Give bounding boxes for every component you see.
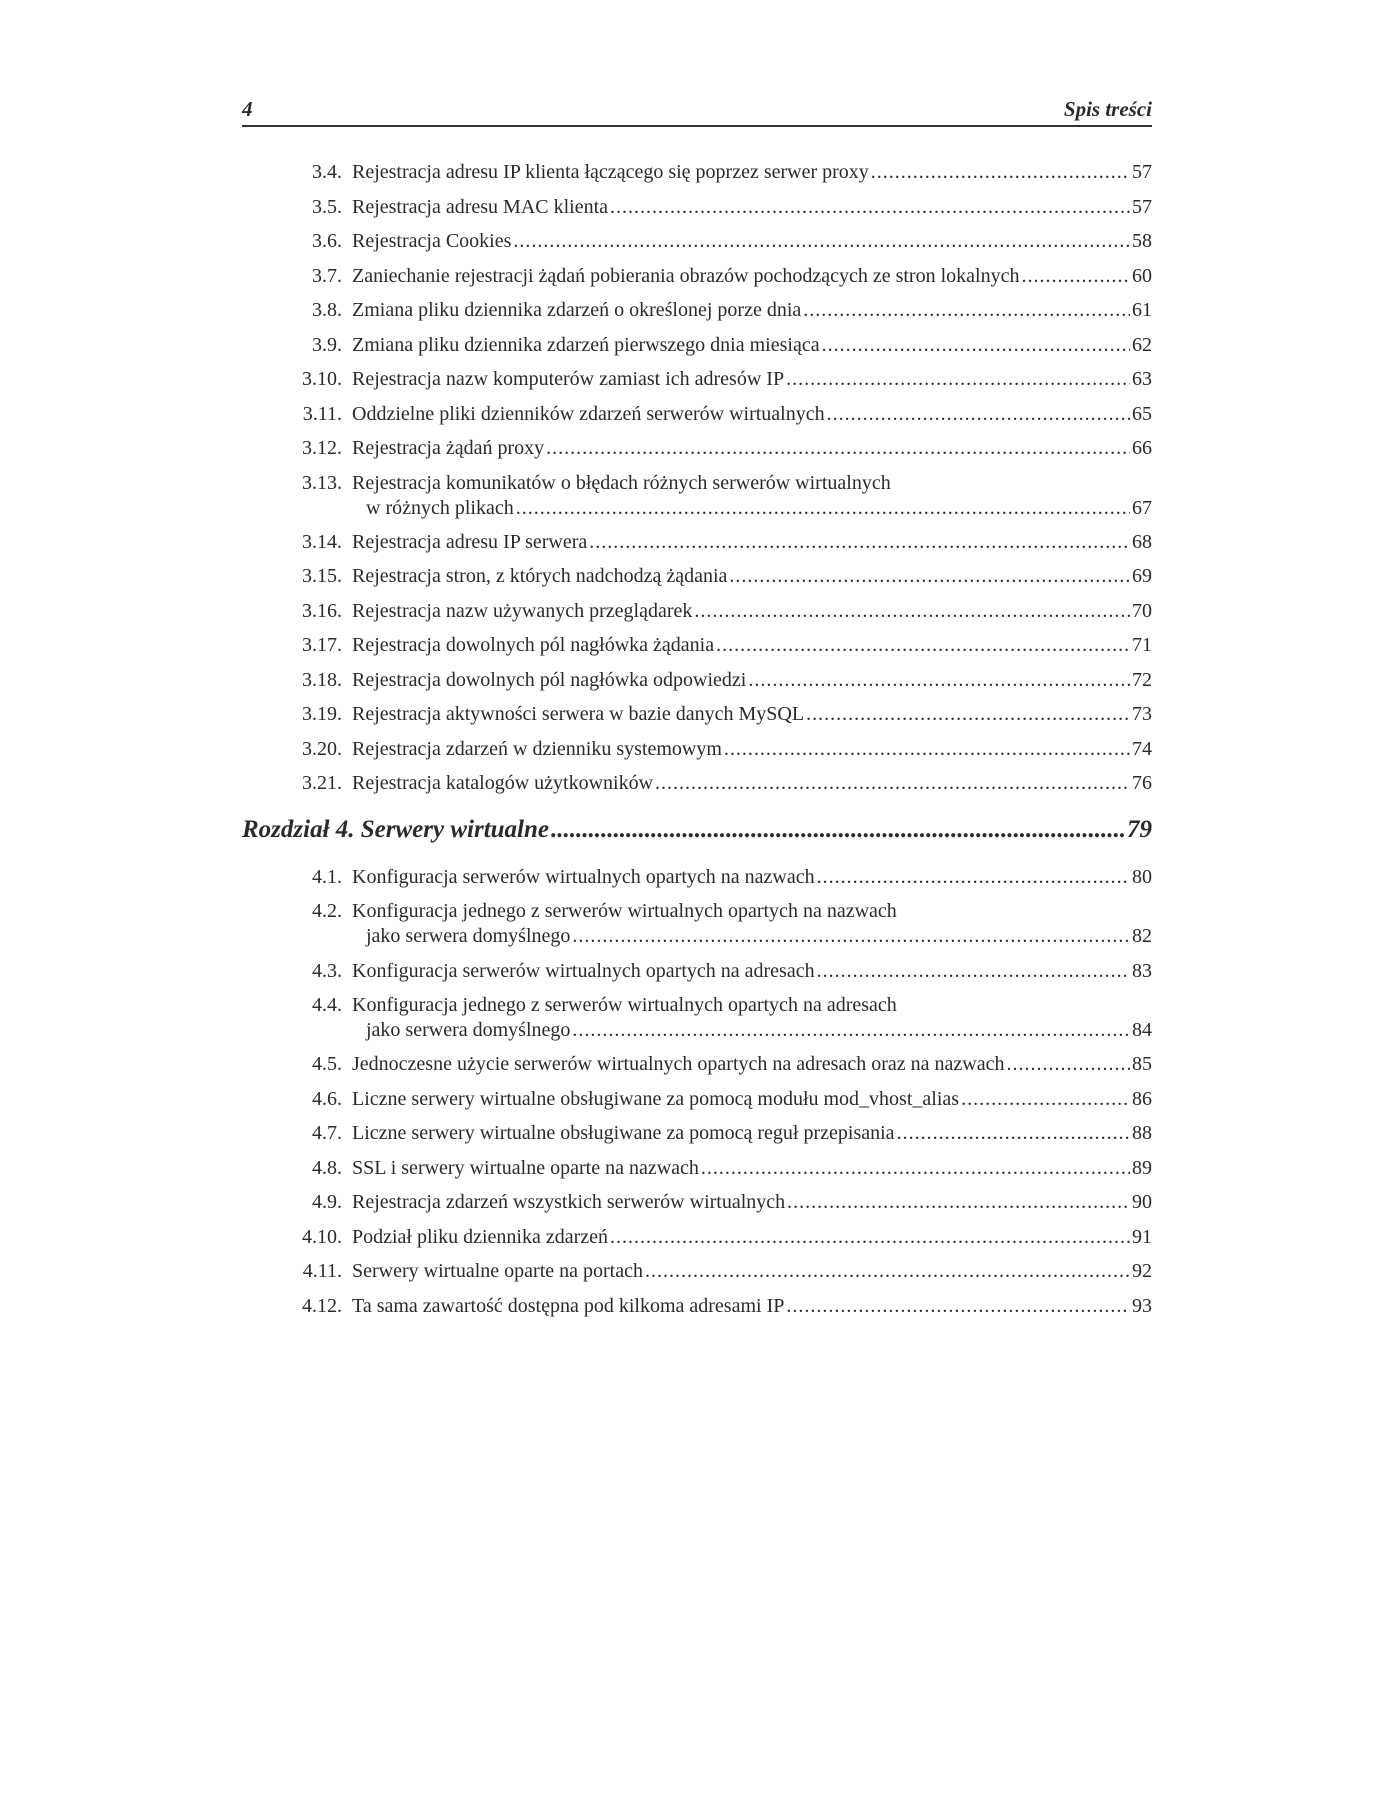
entry-number: 3.15.: [302, 565, 342, 588]
entry-body: [352, 664, 1152, 693]
leader-dots: [546, 436, 1130, 461]
entry-body: [352, 1152, 1152, 1181]
toc-entry[interactable]: [242, 191, 1152, 226]
entry-page: 60: [1132, 264, 1152, 287]
entry-number: 4.2.: [312, 900, 342, 923]
entry-body: [352, 329, 1152, 358]
entry-body: [352, 1048, 1152, 1077]
entry-number: 3.13.: [302, 471, 342, 494]
entry-body: [352, 191, 1152, 220]
entry-title: Rejestracja katalogów użytkowników: [352, 772, 654, 795]
entry-body: [352, 156, 1152, 185]
entry-body: [352, 560, 1152, 589]
leader-dots: [551, 816, 1125, 844]
leader-dots: [822, 333, 1130, 358]
entry-page: 61: [1132, 299, 1152, 321]
toc-entry[interactable]: [242, 595, 1152, 630]
entry-number: 3.16.: [302, 599, 342, 622]
entry-number: 4.1.: [312, 865, 342, 888]
entry-page: 73: [1132, 703, 1152, 726]
entry-page: 82: [1132, 925, 1152, 948]
entry-page: 58: [1132, 230, 1152, 252]
entry-page: 67: [1132, 496, 1152, 519]
entry-page: 57: [1132, 195, 1152, 218]
entry-page: 63: [1132, 368, 1152, 390]
entry-title: Rejestracja adresu MAC klienta: [352, 195, 609, 218]
toc-entry[interactable]: [242, 664, 1152, 699]
entry-page: 76: [1132, 772, 1152, 795]
toc-entry[interactable]: [242, 1290, 1152, 1325]
toc-entry[interactable]: [242, 398, 1152, 433]
entry-page: 66: [1132, 437, 1152, 459]
toc-entry[interactable]: [242, 767, 1152, 802]
entry-title: Konfiguracja serwerów wirtualnych opartych na nazwach: [352, 865, 815, 888]
entry-title: Podział pliku dziennika zdarzeń: [352, 1225, 609, 1248]
entry-number: 4.11.: [302, 1260, 342, 1283]
entry-number: 4.9.: [312, 1191, 342, 1214]
entry-body: [352, 467, 1152, 521]
leader-dots: [817, 959, 1130, 984]
entry-body: [352, 629, 1152, 658]
leader-dots: [513, 229, 1130, 254]
running-title: Spis treści: [1063, 97, 1152, 121]
leader-dots: [701, 1156, 1130, 1181]
entry-page: 71: [1132, 634, 1152, 657]
entry-body: [352, 955, 1152, 984]
entry-number: 3.9.: [312, 333, 342, 356]
toc-entry[interactable]: [242, 955, 1152, 990]
leader-dots: [610, 195, 1130, 220]
entry-number: 3.17.: [302, 634, 342, 657]
entry-body: [352, 1290, 1152, 1319]
entry-title: Rejestracja aktywności serwera w bazie danych MySQL: [352, 703, 805, 726]
entry-number: 3.5.: [312, 195, 342, 218]
leader-dots: [786, 367, 1130, 392]
entry-title: Zmiana pliku dziennika zdarzeń o określonej porze dnia: [352, 299, 802, 321]
entry-number: 3.10.: [302, 368, 342, 390]
chapter-title: Rozdział 4. Serwery wirtualne: [242, 815, 549, 843]
entry-title: Jednoczesne użycie serwerów wirtualnych opartych na adresach oraz na nazwach: [352, 1053, 1005, 1076]
entry-title: Rejestracja adresu IP klienta łączącego się poprzez serwer proxy: [352, 161, 869, 183]
toc-entry[interactable]: [242, 989, 1152, 1048]
entry-title: Rejestracja dowolnych pól nagłówka odpowiedzi: [352, 668, 747, 691]
entry-title: Rejestracja Cookies: [352, 230, 512, 252]
entry-title: w różnych plikach: [366, 496, 514, 519]
toc-entry[interactable]: [242, 733, 1152, 768]
entry-title: Serwery wirtualne oparte na portach: [352, 1260, 643, 1283]
toc-entry[interactable]: [242, 895, 1152, 954]
section-3-entries: [242, 156, 1152, 802]
entry-title: Rejestracja zdarzeń w dzienniku systemowym: [352, 737, 722, 760]
entry-title: jako serwera domyślnego: [366, 1019, 571, 1042]
entry-page: 74: [1132, 737, 1152, 760]
entry-title: jako serwera domyślnego: [366, 925, 571, 948]
entry-number: 3.8.: [312, 299, 342, 321]
toc-entry[interactable]: [242, 225, 1152, 260]
entry-body: [352, 595, 1152, 624]
page-header: [242, 95, 1152, 127]
leader-dots: [817, 865, 1130, 890]
entry-page: 80: [1132, 865, 1152, 888]
toc-entry[interactable]: [242, 629, 1152, 664]
toc-entry[interactable]: [242, 1186, 1152, 1221]
entry-number: 4.12.: [302, 1294, 342, 1317]
entry-title: Konfiguracja jednego z serwerów wirtualnych opartych na nazwach: [352, 900, 897, 923]
entry-number: 3.20.: [302, 737, 342, 760]
entry-body: [352, 260, 1152, 289]
entry-page: 65: [1132, 402, 1152, 425]
entry-body: [352, 1255, 1152, 1284]
entry-body: [352, 1083, 1152, 1112]
entry-number: 4.8.: [312, 1156, 342, 1179]
leader-dots: [806, 702, 1130, 727]
entry-title: Oddzielne pliki dzienników zdarzeń serwerów wirtualnych: [352, 402, 825, 425]
entry-body: [352, 767, 1152, 796]
entry-number: 3.14.: [302, 530, 342, 553]
toc-entry[interactable]: [242, 1048, 1152, 1083]
entry-title: Rejestracja nazw komputerów zamiast ich adresów IP: [352, 368, 785, 390]
entry-page: 86: [1132, 1087, 1152, 1110]
entry-body: [352, 895, 1152, 949]
entry-title: Konfiguracja serwerów wirtualnych opartych na adresach: [352, 959, 815, 982]
toc-entry[interactable]: [242, 1152, 1152, 1187]
entry-title: Rejestracja nazw używanych przeglądarek: [352, 599, 693, 622]
leader-dots: [729, 564, 1130, 589]
leader-dots: [694, 599, 1130, 624]
entry-body: [352, 526, 1152, 555]
entry-body: [352, 1186, 1152, 1215]
toc-entry[interactable]: [242, 1117, 1152, 1152]
toc-entry[interactable]: [242, 698, 1152, 733]
entry-page: 85: [1132, 1053, 1152, 1076]
table-of-contents: [242, 156, 1152, 1324]
leader-dots: [589, 530, 1130, 555]
entry-body: [352, 225, 1152, 254]
entry-title: Liczne serwery wirtualne obsługiwane za pomocą reguł przepisania: [352, 1122, 895, 1145]
entry-page: 89: [1132, 1156, 1152, 1179]
toc-entry[interactable]: [242, 1221, 1152, 1256]
leader-dots: [716, 633, 1130, 658]
entry-body: [352, 1221, 1152, 1250]
leader-dots: [1021, 264, 1130, 289]
leader-dots: [748, 668, 1130, 693]
entry-number: 3.18.: [302, 668, 342, 691]
leader-dots: [961, 1087, 1130, 1112]
toc-entry[interactable]: [242, 260, 1152, 295]
entry-page: 88: [1132, 1122, 1152, 1145]
toc-entry[interactable]: [242, 329, 1152, 364]
entry-body: [352, 733, 1152, 762]
leader-dots: [645, 1259, 1130, 1284]
chapter-page: 79: [1127, 815, 1152, 843]
entry-title: Rejestracja komunikatów o błędach różnych serwerów wirtualnych: [352, 471, 891, 494]
entry-body: [352, 432, 1152, 461]
entry-body: [352, 861, 1152, 890]
entry-number: 3.6.: [312, 230, 342, 252]
entry-page: 84: [1132, 1019, 1152, 1042]
leader-dots: [516, 496, 1130, 521]
entry-number: 4.10.: [302, 1225, 342, 1248]
toc-entry[interactable]: [242, 363, 1152, 398]
entry-page: 90: [1132, 1191, 1152, 1214]
entry-page: 62: [1132, 333, 1152, 356]
entry-body: [352, 294, 1152, 323]
entry-page: 92: [1132, 1260, 1152, 1283]
entry-number: 4.6.: [312, 1087, 342, 1110]
leader-dots: [786, 1294, 1130, 1319]
toc-entry[interactable]: [242, 560, 1152, 595]
entry-number: 3.21.: [302, 772, 342, 795]
entry-title: SSL i serwery wirtualne oparte na nazwach: [352, 1156, 699, 1179]
leader-dots: [827, 402, 1130, 427]
leader-dots: [787, 1190, 1130, 1215]
entry-title: Ta sama zawartość dostępna pod kilkoma adresami IP: [352, 1294, 785, 1317]
leader-dots: [871, 160, 1130, 185]
page-number: 4: [242, 97, 253, 121]
entry-page: 72: [1132, 668, 1152, 691]
leader-dots: [724, 737, 1130, 762]
toc-entry[interactable]: [242, 467, 1152, 526]
entry-page: 91: [1132, 1225, 1152, 1248]
entry-number: 4.4.: [312, 994, 342, 1017]
toc-entry[interactable]: [242, 1083, 1152, 1118]
toc-entry[interactable]: [242, 526, 1152, 561]
entry-number: 3.7.: [312, 264, 342, 287]
entry-body: [352, 398, 1152, 427]
entry-page: 93: [1132, 1294, 1152, 1317]
entry-page: 70: [1132, 599, 1152, 622]
entry-title: Rejestracja dowolnych pól nagłówka żądania: [352, 634, 715, 657]
leader-dots: [803, 298, 1130, 323]
entry-page: 83: [1132, 959, 1152, 982]
leader-dots: [1006, 1052, 1130, 1077]
toc-entry[interactable]: [242, 156, 1152, 191]
leader-dots: [897, 1121, 1130, 1146]
entry-title: Rejestracja zdarzeń wszystkich serwerów wirtualnych: [352, 1191, 786, 1214]
toc-entry[interactable]: [242, 1255, 1152, 1290]
entry-title: Rejestracja stron, z których nadchodzą żądania: [352, 565, 728, 588]
leader-dots: [655, 771, 1130, 796]
entry-page: 68: [1132, 530, 1152, 553]
toc-entry[interactable]: [242, 861, 1152, 896]
leader-dots: [572, 924, 1130, 949]
chapter-4-heading[interactable]: [242, 802, 1152, 861]
leader-dots: [610, 1225, 1130, 1250]
entry-title: Rejestracja żądań proxy: [352, 437, 545, 459]
entry-body: [352, 698, 1152, 727]
entry-title: Zaniechanie rejestracji żądań pobierania obrazów pochodzących ze stron lokalnych: [352, 264, 1020, 287]
entry-number: 4.3.: [312, 959, 342, 982]
entry-body: [352, 1117, 1152, 1146]
section-4-entries: [242, 861, 1152, 1325]
entry-number: 4.7.: [312, 1122, 342, 1145]
entry-number: 3.19.: [302, 703, 342, 726]
entry-title: Rejestracja adresu IP serwera: [352, 530, 588, 553]
toc-entry[interactable]: [242, 432, 1152, 467]
entry-title: Zmiana pliku dziennika zdarzeń pierwszego dnia miesiąca: [352, 333, 820, 356]
entry-page: 57: [1132, 161, 1152, 183]
entry-number: 3.12.: [302, 437, 342, 459]
toc-entry[interactable]: [242, 294, 1152, 329]
entry-number: 3.4.: [312, 161, 342, 183]
entry-title: Liczne serwery wirtualne obsługiwane za pomocą modułu mod_vhost_alias: [352, 1087, 960, 1110]
entry-number: 4.5.: [312, 1053, 342, 1076]
entry-body: [352, 989, 1152, 1043]
entry-number: 3.11.: [302, 402, 342, 425]
leader-dots: [572, 1018, 1130, 1043]
entry-page: 69: [1132, 565, 1152, 588]
entry-title: Konfiguracja jednego z serwerów wirtualnych opartych na adresach: [352, 994, 897, 1017]
entry-body: [352, 363, 1152, 392]
